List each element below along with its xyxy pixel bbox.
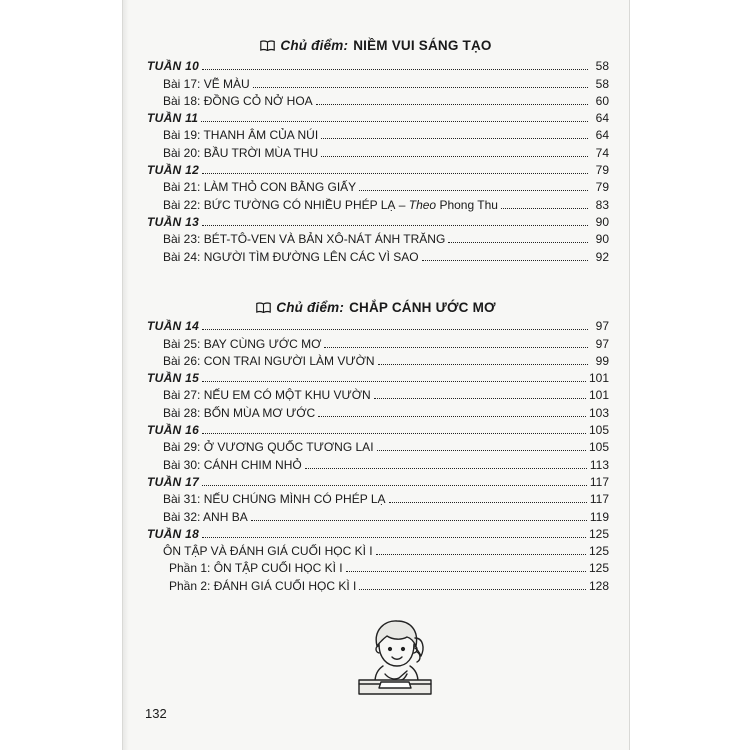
lesson-row bbox=[147, 385, 609, 402]
section-name: CHẮP CÁNH ƯỚC MƠ bbox=[349, 300, 496, 315]
section-name: NIỀM VUI SÁNG TẠO bbox=[353, 38, 492, 53]
dot-leader bbox=[422, 260, 588, 261]
lesson-row bbox=[147, 73, 609, 90]
section-prefix: Chủ điểm: bbox=[276, 300, 345, 315]
entry-title bbox=[163, 388, 371, 402]
entry-title bbox=[163, 510, 248, 524]
dot-leader bbox=[251, 520, 587, 521]
toc-list-2 bbox=[147, 316, 609, 593]
dot-leader bbox=[201, 121, 588, 122]
entry-title-text: Bài 28: BỐN MÙA MƠ ƯỚC bbox=[163, 405, 316, 420]
entry-title-text: Bài 24: NGƯỜI TÌM ĐƯỜNG LÊN CÁC VÌ SAO bbox=[163, 249, 419, 264]
dot-leader bbox=[378, 364, 588, 365]
entry-title-text: TUẦN 15 bbox=[147, 371, 200, 386]
entry-title-text: TUẦN 10 bbox=[147, 59, 200, 74]
entry-title-text: Phần 2: ĐÁNH GIÁ CUỐI HỌC KÌ I bbox=[169, 578, 357, 593]
entry-title bbox=[163, 458, 302, 472]
lesson-row bbox=[147, 177, 609, 194]
page-edge-shadow bbox=[123, 0, 129, 750]
week-heading-row bbox=[147, 420, 609, 437]
entry-title-text: Bài 29: Ở VƯƠNG QUỐC TƯƠNG LAI bbox=[163, 440, 374, 455]
dot-leader bbox=[305, 468, 587, 469]
entry-title bbox=[147, 163, 199, 177]
week-heading-row bbox=[147, 56, 609, 73]
entry-title-text: TUẦN 12 bbox=[147, 163, 200, 178]
dot-leader bbox=[202, 485, 587, 486]
week-heading-row bbox=[147, 472, 609, 489]
lesson-row bbox=[147, 402, 609, 419]
entry-title-text: ÔN TẬP VÀ ĐÁNH GIÁ CUỐI HỌC KÌ I bbox=[163, 544, 373, 559]
dot-leader bbox=[202, 225, 588, 226]
toc-list-1 bbox=[147, 56, 609, 264]
entry-page-number: 74 bbox=[595, 145, 609, 160]
entry-title bbox=[163, 354, 375, 368]
week-heading-row bbox=[147, 368, 609, 385]
dot-leader bbox=[202, 69, 588, 70]
lesson-row bbox=[147, 351, 609, 368]
lesson-row bbox=[147, 558, 609, 575]
entry-title bbox=[169, 579, 356, 593]
entry-title bbox=[169, 561, 343, 575]
lesson-row bbox=[147, 575, 609, 592]
week-heading-row bbox=[147, 316, 609, 333]
entry-title bbox=[163, 406, 315, 420]
entry-title-text: TUẦN 17 bbox=[147, 474, 200, 489]
entry-page-number: 64 bbox=[595, 111, 609, 126]
entry-page-number: 117 bbox=[589, 474, 609, 489]
dot-leader bbox=[202, 381, 586, 382]
entry-page-number: 83 bbox=[595, 197, 609, 212]
entry-title bbox=[163, 77, 250, 91]
entry-title bbox=[147, 371, 199, 385]
week-heading-row bbox=[147, 160, 609, 177]
lesson-row bbox=[147, 437, 609, 454]
entry-title-text: Bài 30: CÁNH CHIM NHỎ bbox=[163, 457, 302, 472]
lesson-row bbox=[147, 506, 609, 523]
entry-title bbox=[163, 544, 373, 558]
entry-title-text: TUẦN 13 bbox=[147, 214, 200, 229]
entry-page-number: 125 bbox=[588, 544, 609, 559]
entry-title bbox=[163, 198, 498, 212]
dot-leader bbox=[202, 173, 588, 174]
dot-leader bbox=[376, 554, 586, 555]
entry-page-number: 105 bbox=[588, 440, 609, 455]
entry-title-text: Bài 27: NẾU EM CÓ MỘT KHU VƯỜN bbox=[163, 388, 371, 403]
entry-page-number: 119 bbox=[589, 509, 609, 524]
entry-title-text: Bài 19: THANH ÂM CỦA NÚI bbox=[163, 128, 319, 143]
lesson-row bbox=[147, 489, 609, 506]
entry-page-number: 99 bbox=[595, 353, 609, 368]
entry-page-number: 101 bbox=[588, 371, 609, 386]
entry-title-text: Phần 1: ÔN TẬP CUỐI HỌC KÌ I bbox=[169, 561, 343, 576]
section-title-1 bbox=[123, 38, 629, 53]
book-icon bbox=[260, 40, 275, 51]
entry-title bbox=[163, 180, 356, 194]
lesson-row bbox=[147, 333, 609, 350]
lesson-row bbox=[147, 454, 609, 471]
entry-title-text: Bài 18: ĐỒNG CỎ NỞ HOA bbox=[163, 93, 313, 108]
entry-title-text: Bài 26: CON TRAI NGƯỜI LÀM VƯỜN bbox=[163, 353, 375, 368]
entry-page-number: 113 bbox=[589, 457, 609, 472]
entry-title bbox=[147, 59, 199, 73]
entry-title-text: TUẦN 11 bbox=[147, 111, 199, 126]
dot-leader bbox=[374, 398, 586, 399]
section-prefix: Chủ điểm: bbox=[280, 38, 349, 53]
entry-title-text: Bài 25: BAY CÙNG ƯỚC MƠ bbox=[163, 336, 322, 351]
entry-title-text: Bài 22: BỨC TƯỜNG CÓ NHIỀU PHÉP LẠ – bbox=[163, 197, 409, 212]
lesson-row bbox=[147, 229, 609, 246]
entry-title-text: Bài 32: ANH BA bbox=[163, 509, 248, 524]
section-title-2 bbox=[123, 300, 629, 315]
dot-leader bbox=[321, 138, 588, 139]
dot-leader bbox=[501, 208, 588, 209]
lesson-row bbox=[147, 194, 609, 211]
dot-leader bbox=[202, 433, 586, 434]
entry-title bbox=[147, 215, 199, 229]
entry-page-number: 90 bbox=[595, 214, 609, 229]
entry-title bbox=[147, 475, 199, 489]
author-name: Phong Thu bbox=[436, 197, 498, 212]
dot-leader bbox=[359, 190, 588, 191]
entry-page-number: 125 bbox=[588, 526, 609, 541]
entry-title bbox=[147, 111, 198, 125]
entry-page-number: 101 bbox=[588, 388, 609, 403]
entry-title bbox=[147, 527, 199, 541]
dot-leader bbox=[316, 104, 588, 105]
entry-page-number: 79 bbox=[595, 180, 609, 195]
entry-title bbox=[147, 423, 199, 437]
dot-leader bbox=[202, 329, 588, 330]
entry-page-number: 103 bbox=[588, 405, 609, 420]
lesson-row bbox=[147, 142, 609, 159]
dot-leader bbox=[377, 450, 586, 451]
dot-leader bbox=[346, 571, 586, 572]
entry-title-text: Bài 20: BẦU TRỜI MÙA THU bbox=[163, 145, 319, 160]
dot-leader bbox=[324, 347, 588, 348]
book-page bbox=[122, 0, 630, 750]
entry-page-number: 64 bbox=[595, 128, 609, 143]
week-heading-row bbox=[147, 212, 609, 229]
entry-title bbox=[163, 492, 386, 506]
entry-page-number: 128 bbox=[588, 578, 609, 593]
entry-title-text: TUẦN 16 bbox=[147, 423, 200, 438]
entry-page-number: 97 bbox=[595, 319, 609, 334]
lesson-row bbox=[147, 541, 609, 558]
entry-title bbox=[163, 128, 318, 142]
book-icon bbox=[256, 302, 271, 313]
entry-title-text: TUẦN 18 bbox=[147, 526, 200, 541]
dot-leader bbox=[321, 156, 588, 157]
dot-leader bbox=[359, 589, 586, 590]
entry-page-number: 92 bbox=[595, 249, 609, 264]
entry-title-text: TUẦN 14 bbox=[147, 319, 200, 334]
entry-title bbox=[147, 319, 199, 333]
entry-title bbox=[163, 337, 321, 351]
entry-page-number: 105 bbox=[588, 423, 609, 438]
entry-title bbox=[163, 94, 313, 108]
entry-page-number: 117 bbox=[589, 492, 609, 507]
entry-title-text: Bài 17: VẼ MÀU bbox=[163, 76, 250, 91]
entry-title-text: Bài 21: LÀM THỎ CON BẰNG GIẤY bbox=[163, 180, 357, 195]
dot-leader bbox=[389, 502, 587, 503]
entry-title bbox=[163, 232, 445, 246]
entry-title-text: Bài 23: BÉT-TÔ-VEN VÀ BẢN XÔ-NÁT ÁNH TRĂNG bbox=[163, 232, 446, 247]
girl-writing-illustration bbox=[347, 616, 443, 700]
entry-page-number: 90 bbox=[595, 232, 609, 247]
entry-title bbox=[163, 250, 419, 264]
dot-leader bbox=[318, 416, 586, 417]
entry-title-text: Bài 31: NẾU CHÚNG MÌNH CÓ PHÉP LẠ bbox=[163, 492, 386, 507]
dot-leader bbox=[253, 87, 588, 88]
entry-page-number: 79 bbox=[595, 163, 609, 178]
entry-page-number: 58 bbox=[595, 76, 609, 91]
lesson-row bbox=[147, 125, 609, 142]
week-heading-row bbox=[147, 524, 609, 541]
dot-leader bbox=[448, 242, 588, 243]
lesson-row bbox=[147, 91, 609, 108]
entry-title bbox=[163, 146, 318, 160]
author-prefix: Theo bbox=[408, 197, 437, 212]
entry-title bbox=[163, 440, 374, 454]
lesson-row bbox=[147, 246, 609, 263]
entry-page-number: 60 bbox=[595, 93, 609, 108]
entry-page-number: 97 bbox=[595, 336, 609, 351]
week-heading-row bbox=[147, 108, 609, 125]
entry-page-number: 125 bbox=[588, 561, 609, 576]
page-number: 132 bbox=[145, 706, 167, 721]
dot-leader bbox=[202, 537, 586, 538]
entry-page-number: 58 bbox=[595, 59, 609, 74]
